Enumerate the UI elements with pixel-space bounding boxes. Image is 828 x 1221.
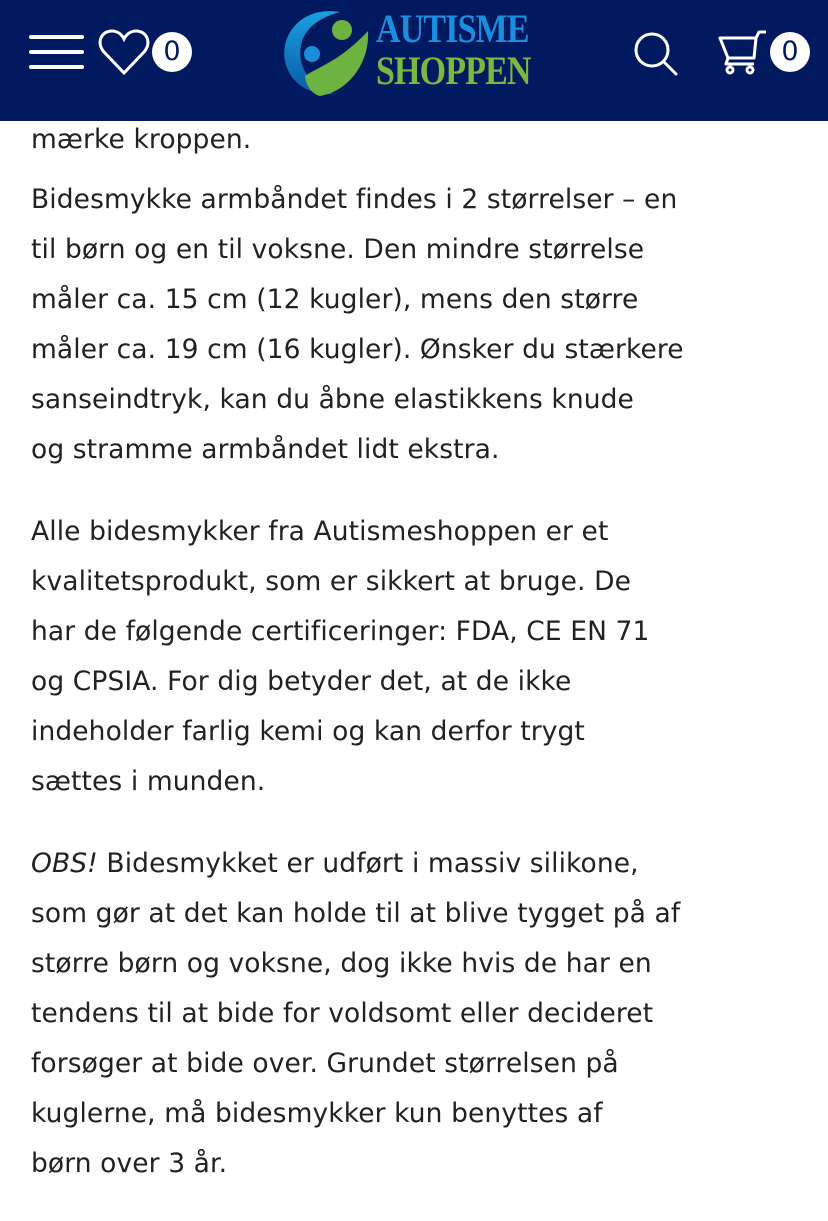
search-icon[interactable] — [633, 31, 679, 77]
text-line: sanseindtryk, kan du åbne elastikkens knude — [31, 384, 634, 415]
text-line: har de følgende certificeringer: FDA, CE EN 71 — [31, 616, 650, 647]
product-description — [31, 122, 811, 1221]
text-line: måler ca. 15 cm (12 kugler), mens den større — [31, 284, 639, 315]
partial-text-line: mærke kroppen. — [31, 124, 252, 155]
text-line — [31, 839, 811, 889]
description-paragraph-sizes — [31, 175, 811, 475]
cart-icon[interactable] — [718, 28, 770, 76]
heart-icon[interactable] — [98, 28, 150, 76]
logo-emblem-icon — [280, 6, 380, 98]
menu-icon[interactable] — [29, 34, 85, 70]
text-segment: Bidesmykket er udført i massiv silikone, — [97, 848, 639, 879]
text-line: større børn og voksne, dog ikke hvis de har en — [31, 948, 652, 979]
obs-label: OBS! — [31, 848, 98, 879]
text-line: kvalitetsprodukt, som er sikkert at bruge. De — [31, 566, 631, 597]
wishlist-count-badge: 0 — [152, 32, 192, 72]
text-line: og stramme armbåndet lidt ekstra. — [31, 434, 500, 465]
description-paragraph-warning — [31, 839, 811, 1189]
text-line: sættes i munden. — [31, 766, 266, 797]
logo[interactable] — [280, 6, 550, 98]
logo-text-top: AUTISME — [376, 6, 529, 51]
cart-count-badge: 0 — [770, 32, 810, 72]
site-header — [0, 0, 828, 121]
text-line: tendens til at bide for voldsomt eller decideret — [31, 998, 654, 1029]
text-line: kuglerne, må bidesmykker kun benyttes af — [31, 1098, 603, 1129]
text-line: Alle bidesmykker fra Autismeshoppen er et — [31, 516, 609, 547]
text-line: måler ca. 19 cm (16 kugler). Ønsker du stærkere — [31, 334, 684, 365]
text-line: og CPSIA. For dig betyder det, at de ikke — [31, 666, 572, 697]
text-line: som gør at det kan holde til at blive tygget på af — [31, 898, 681, 929]
text-line: børn over 3 år. — [31, 1148, 228, 1179]
text-line: til børn og en til voksne. Den mindre størrelse — [31, 234, 645, 265]
text-line: indeholder farlig kemi og kan derfor trygt — [31, 716, 585, 747]
description-paragraph-quality — [31, 507, 811, 807]
text-line: Bidesmykke armbåndet findes i 2 størrelser – en — [31, 184, 678, 215]
text-line: forsøger at bide over. Grundet størrelsen på — [31, 1048, 619, 1079]
logo-text-bottom: SHOPPEN — [376, 48, 531, 93]
